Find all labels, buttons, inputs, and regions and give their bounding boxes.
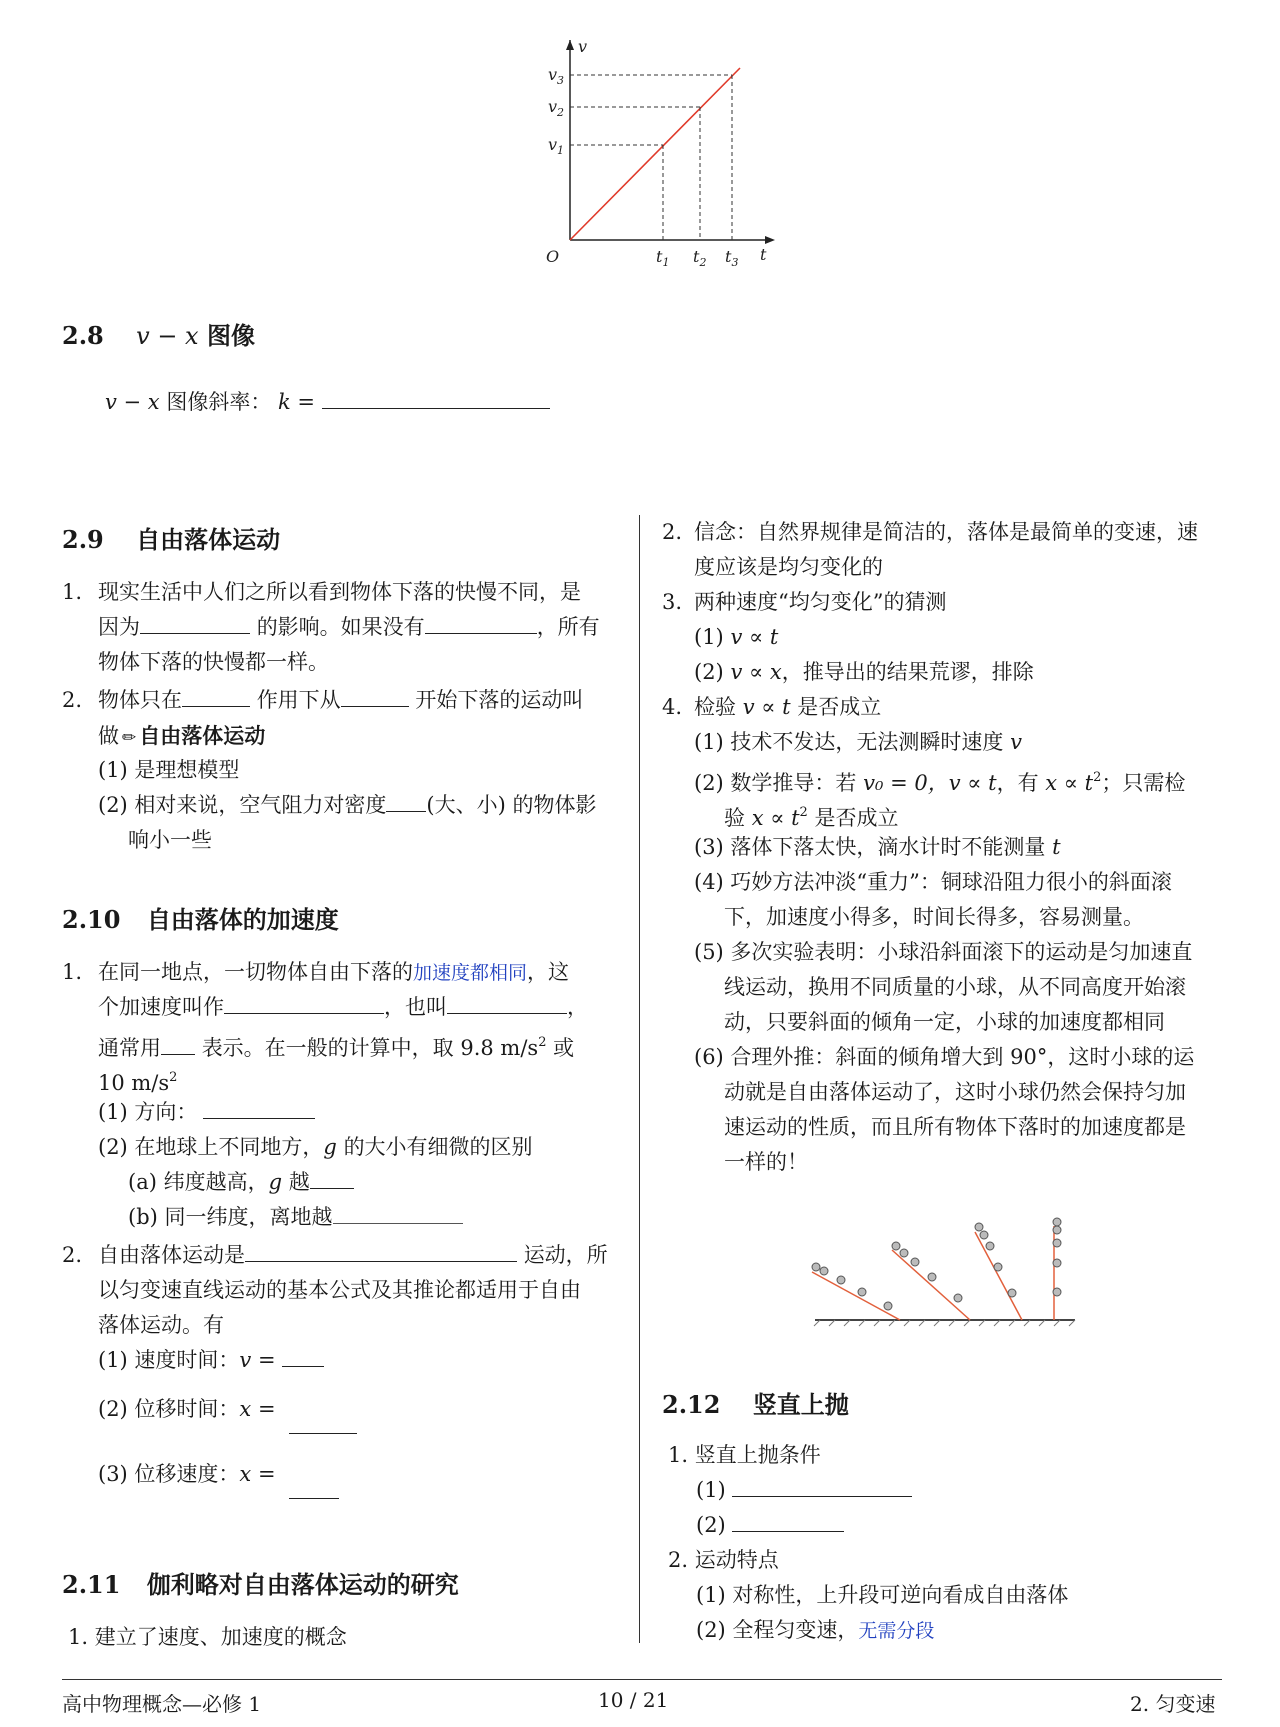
sub-item: 速运动的性质，而且所有物体下落时的加速度都是 [724,1115,1186,1139]
section-2-8-heading [62,316,255,351]
vx-label: 图像斜率： [166,390,272,414]
answer-blank[interactable] [161,1032,195,1055]
text: 越 [288,1170,310,1194]
sub-item: (1) 是理想模型 [98,758,240,782]
list-item-text [98,1238,608,1273]
sub-item [694,655,1034,690]
sub-item [98,1095,315,1130]
text: (b) 同一纬度，离地越 [128,1205,333,1229]
text: (2) [696,1513,726,1537]
math: v ∝ t [730,625,779,649]
answer-blank[interactable] [333,1201,463,1224]
text: 开始下落的运动叫 [415,688,584,712]
text: ，这 [527,960,570,984]
list-item-text: 10 $m/s^2$ [98,1070,178,1095]
item-number: 4. [662,695,683,719]
answer-blank[interactable] [289,1498,339,1499]
formula-displacement-velocity [98,1457,276,1492]
svg-text:O: O [546,247,560,266]
section-number: 2.8 [62,321,104,350]
text: 自由落体运动是 [98,1243,245,1267]
text: (2) 位移时间： [98,1397,240,1421]
text: 10 m/s [98,1071,170,1095]
text: ，推导出的结果荒谬，排除 [781,660,1034,684]
vx-math: v − x [105,390,160,414]
sub-item [696,1613,934,1649]
term: 自由落体运动 [139,723,266,748]
sub-item: 动，只要斜面的倾角一定，小球的加速度都相同 [724,1010,1165,1034]
text: (1) 速度时间： [98,1348,240,1372]
column-divider [639,515,640,1643]
sub-item [694,725,1022,760]
answer-blank[interactable] [245,1239,517,1262]
section-title: 伽利略对自由落体运动的研究 [146,1570,459,1599]
formula-displacement-time [98,1392,276,1427]
text: (2) 全程匀变速， [696,1618,859,1642]
text: 通常用 [98,1036,161,1060]
answer-blank[interactable] [140,611,250,634]
svg-text:t3: $t_3$ [725,247,739,269]
text: 作用下从 [256,688,341,712]
text: (2) 数学推导：若 [694,771,857,795]
text: 物体只在 [98,688,182,712]
math: x ∝ t [751,806,800,830]
math: t [1052,835,1061,859]
sub-item [694,620,778,655]
svg-text:v3: $v_3$ [548,65,565,87]
sub-item: 动就是自由落体运动了，这时小球仍然会保持匀加 [724,1080,1186,1104]
math: g [268,1170,283,1194]
answer-blank[interactable] [322,386,550,409]
list-item-text: 物体下落的快慢都一样。 [98,650,329,674]
math: g [323,1135,337,1159]
sub-item [98,788,596,823]
text: ，也叫 [384,995,447,1019]
list-item-text [98,718,265,756]
item-number: 2. [662,520,683,544]
math: v₀ = 0，v ∝ t [863,771,997,795]
answer-blank[interactable] [282,1344,324,1367]
item-number: 1. [62,580,83,604]
math: v [1010,730,1022,754]
text: 的大小有细微的区别 [343,1135,533,1159]
sub-item: 下，加速度小得多，时间长得多，容易测量。 [724,905,1144,929]
answer-blank[interactable] [224,991,384,1014]
sub-item [694,830,1061,865]
answer-blank[interactable] [732,1474,912,1497]
list-item: 1. 竖直上抛条件 [668,1443,821,1467]
list-item: 1. 建立了速度、加速度的概念 [68,1625,347,1649]
list-item [62,575,82,610]
text: (3) 位移速度： [98,1462,240,1486]
text: (1) 方向： [98,1100,198,1124]
list-item-text [98,955,569,991]
sub-item [696,1508,844,1543]
section-title: 自由落体的加速度 [146,905,339,934]
highlight-text: 无需分段 [858,1620,935,1642]
text: 或 [553,1036,575,1060]
footer-book-title: 高中物理概念—必修 1 [62,1692,262,1716]
pencil-icon: ✏ [122,728,137,748]
text: ；只需检 [1101,771,1186,795]
answer-blank[interactable] [182,684,250,707]
text: (3) 落体下落太快，滴水计时不能测量 [694,835,1046,859]
answer-blank[interactable] [341,684,409,707]
section-2-11-heading [62,1565,459,1600]
list-item: 2. 运动特点 [668,1548,779,1572]
sub-item: 一样的！ [724,1150,808,1174]
sub-item: (4) 巧妙方法冲淡“重力”：铜球沿阻力很小的斜面滚 [694,870,1172,894]
text: (2) 相对来说，空气阻力对密度 [98,793,387,817]
y-axis-label: v [578,40,588,56]
section-title: 自由落体运动 [136,525,281,554]
text: ， [567,995,588,1019]
item-number: 2. [62,688,83,712]
list-item-text [98,610,600,645]
page-number: 10 / 21 [598,1688,669,1712]
formula-velocity-time [98,1343,324,1378]
math: x ∝ t [1045,771,1094,795]
text: ，有 [996,771,1039,795]
k-label: k = [278,390,316,414]
vt-graph [530,40,790,270]
text: (1) [694,625,724,649]
answer-blank[interactable] [289,1433,357,1434]
math: v = [239,1348,276,1372]
text: 在同一地点，一切物体自由下落的 [98,960,413,984]
section-title: 图像 [206,321,255,350]
sub-item [696,1473,912,1508]
text: (a) 纬度越高， [128,1170,269,1194]
answer-blank[interactable] [425,611,537,634]
text: 是否成立 [797,695,882,719]
section-number: 2.11 [62,1570,121,1599]
text: 是否成立 [814,806,899,830]
y-axis-arrow [566,40,574,50]
text: ，所有 [536,615,600,639]
vx-slope-line [105,385,550,420]
inclined-plane-illustration [800,1210,1080,1330]
sub-item: (5) 多次实验表明：小球沿斜面滚下的运动是匀加速直 [694,940,1193,964]
x-axis-arrow [765,236,775,244]
svg-text:t2: $t_2$ [693,247,707,269]
vt-line [570,68,740,240]
list-item-text: 度应该是均匀变化的 [694,555,883,579]
text: 个加速度叫作 [98,995,224,1019]
list-item-text: 落体运动。有 [98,1313,224,1337]
list-item-text: 信念：自然界规律是简洁的，落体是最简单的变速，速 [694,520,1198,544]
section-title: 竖直上抛 [752,1390,849,1419]
text: (1) 技术不发达，无法测瞬时速度 [694,730,1004,754]
sub-item: (2) 数学推导：若 v₀ = 0，v ∝ t，有 $x \propto t^2$；只需检 [694,770,1186,795]
answer-blank[interactable] [310,1166,354,1189]
sub-sub-item [128,1200,463,1235]
math: x = [239,1462,276,1486]
answer-blank[interactable] [447,991,567,1014]
section-2-12-heading [662,1385,849,1420]
sub-sub-item [128,1165,354,1200]
list-item-text: 通常用 表示。在一般的计算中，取 9.8 $m/s^2$ 或 [98,1025,574,1066]
svg-text:t: t [760,245,767,264]
highlight-text: 加速度都相同 [413,962,528,984]
text: (2) 在地球上不同地方， [98,1135,324,1159]
text: 验 [724,806,745,830]
text: 检验 [694,695,736,719]
sub-item: (6) 合理外推：斜面的倾角增大到 90°，这时小球的运 [694,1045,1195,1069]
sub-item: (1) 对称性，上升段可逆向看成自由落体 [696,1583,1069,1607]
section-number: 2.12 [662,1390,721,1419]
answer-blank[interactable] [732,1509,844,1532]
list-item-text [98,990,588,1025]
section-title-math: v − x [136,322,199,350]
section-number: 2.10 [62,905,121,934]
text: (2) [694,660,724,684]
sub-item [98,1130,533,1165]
text: 做 [98,724,119,748]
footer-chapter: 2. 匀变速 [1130,1692,1216,1716]
text: (1) [696,1478,726,1502]
list-item-text [694,690,881,725]
list-item-text [98,683,583,718]
text: 表示。在一般的计算中，取 9.8 m/s [201,1036,539,1060]
math: v ∝ t [742,695,791,719]
sub-item: 响小一些 [128,828,212,852]
item-number: 2. [62,1243,83,1267]
text: 运动，所 [523,1243,608,1267]
math: x = [239,1397,276,1421]
answer-blank[interactable] [203,1096,315,1119]
sub-item: 验 $x \propto t^2$ 是否成立 [724,805,899,830]
text: (大、小) 的物体影 [426,793,597,817]
item-number: 1. [62,960,83,984]
section-2-9-heading [62,520,280,555]
text: 因为 [98,615,140,639]
sub-item: 线运动，换用不同质量的小球，从不同高度开始滚 [724,975,1186,999]
list-item-text: 以匀变速直线运动的基本公式及其推论都适用于自由 [98,1278,581,1302]
text: 的影响。如果没有 [256,615,425,639]
list-item-text: 现实生活中人们之所以看到物体下落的快慢不同，是 [98,580,581,604]
answer-blank[interactable] [386,789,426,812]
section-number: 2.9 [62,525,104,554]
section-2-10-heading [62,900,339,935]
svg-text:v2: $v_2$ [548,97,565,119]
item-number: 3. [662,590,683,614]
footer-rule [62,1679,1222,1680]
list-item-text: 两种速度“均匀变化”的猜测 [694,590,947,614]
svg-text:v1: $v_1$ [548,135,565,157]
math: v ∝ x [730,660,782,684]
svg-text:t1: $t_1$ [656,247,670,269]
